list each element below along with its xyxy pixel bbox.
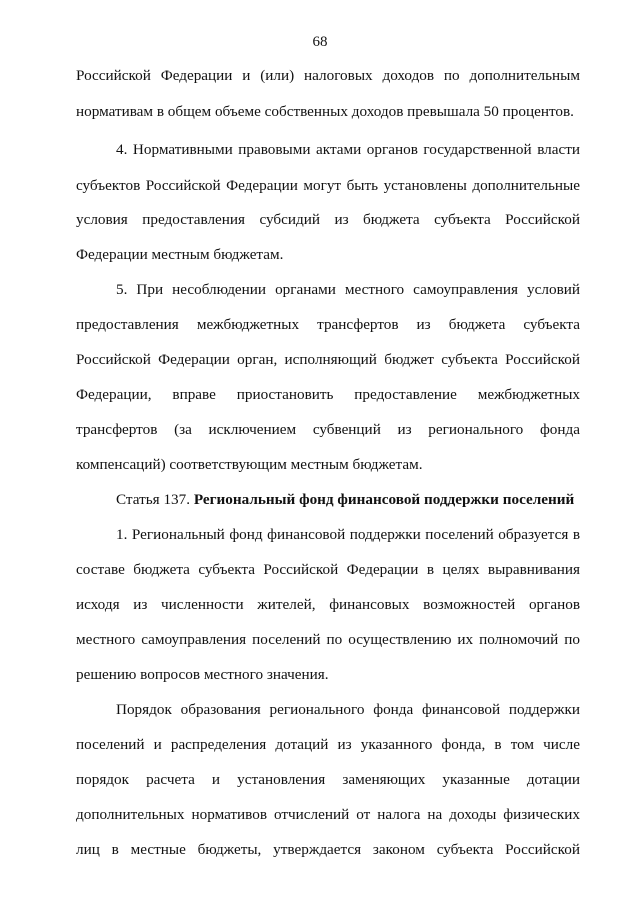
article-number: Статья 137.	[116, 491, 191, 508]
text-line: дополнительных нормативов отчислений от налога на доходы физических	[76, 806, 580, 823]
paragraph-5-line: 5. При несоблюдении органами местного самоуправления условий	[116, 281, 580, 298]
text-line: Федерации местным бюджетам.	[76, 246, 284, 263]
text-line: составе бюджета субъекта Российской Федерации в целях выравнивания	[76, 561, 580, 578]
article-heading	[116, 490, 580, 510]
text-line: трансфертов (за исключением субвенций из регионального фонда	[76, 421, 580, 438]
text-line: лиц в местные бюджеты, утверждается законом субъекта Российской	[76, 841, 580, 858]
text-line: условия предоставления субсидий из бюджета субъекта Российской	[76, 211, 580, 228]
text-line: субъектов Российской Федерации могут быть установлены дополнительные	[76, 177, 580, 194]
text-line: Российской Федерации орган, исполняющий бюджет субъекта Российской	[76, 351, 580, 368]
text-line: порядок расчета и установления заменяющих указанные дотации	[76, 771, 580, 788]
text-line: поселений и распределения дотаций из указанного фонда, в том числе	[76, 736, 580, 753]
text-line: исходя из численности жителей, финансовых возможностей органов	[76, 596, 580, 613]
text-line: компенсаций) соответствующим местным бюджетам.	[76, 456, 423, 473]
text-line: предоставления межбюджетных трансфертов из бюджета субъекта	[76, 316, 580, 333]
article-paragraph-2-line: Порядок образования регионального фонда финансовой поддержки	[116, 701, 580, 718]
article-title: Региональный фонд финансовой поддержки поселений	[193, 491, 575, 508]
article-paragraph-1-line: 1. Региональный фонд финансовой поддержки поселений образуется в	[116, 526, 580, 543]
text-line: местного самоуправления поселений по осуществлению их полномочий по	[76, 631, 580, 648]
text-line: Федерации, вправе приостановить предоставление межбюджетных	[76, 386, 580, 403]
text-line: решению вопросов местного значения.	[76, 666, 329, 683]
text-line: Российской Федерации и (или) налоговых доходов по дополнительным	[76, 67, 580, 84]
text-line: нормативам в общем объеме собственных доходов превышала 50 процентов.	[76, 103, 574, 120]
page-number: 68	[312, 34, 328, 50]
paragraph-4-line: 4. Нормативными правовыми актами органов государственной власти	[116, 141, 580, 158]
